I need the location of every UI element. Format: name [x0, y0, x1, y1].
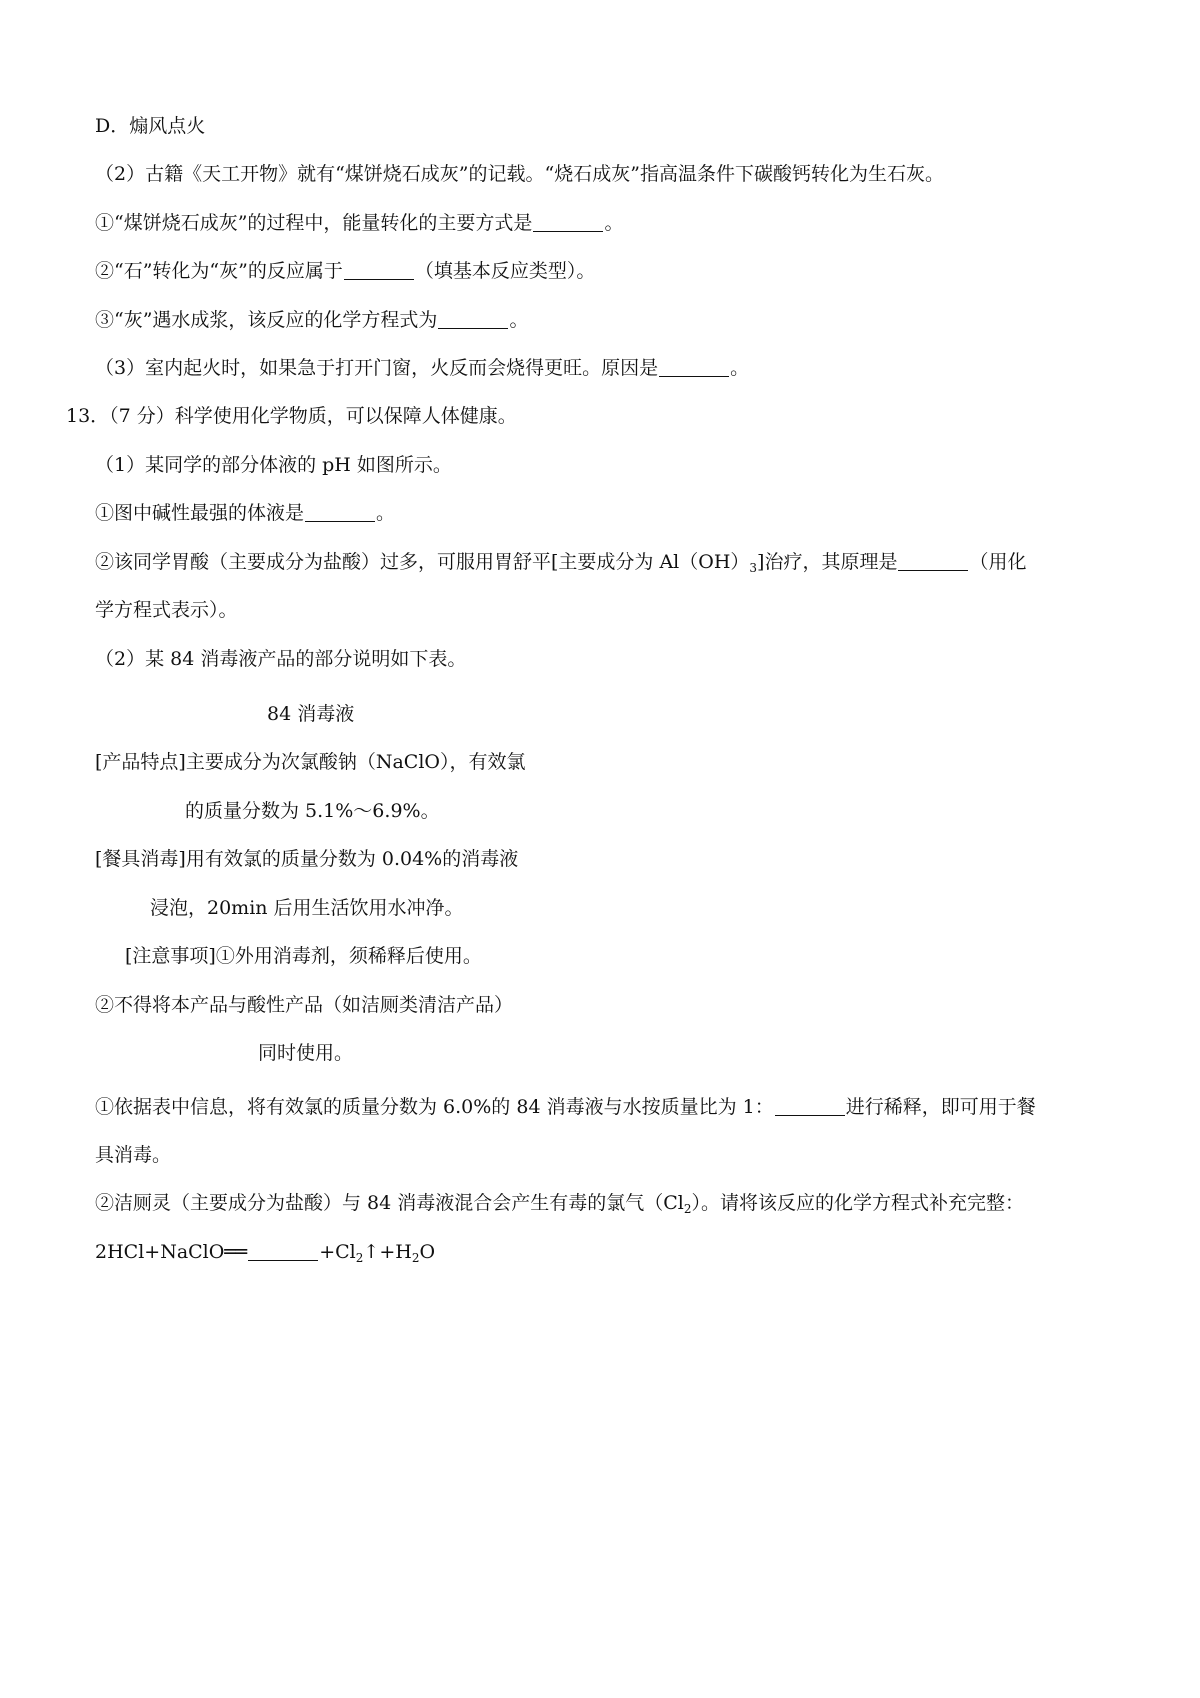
answer-blank[interactable] [898, 552, 968, 571]
table-line: 的质量分数为 5.1%～6.9%。 [185, 800, 440, 822]
table-line: 浸泡，20min 后用生活饮用水冲净。 [150, 897, 464, 919]
q13-part1-b-cont: 学方程式表示）。 [95, 599, 238, 621]
table-line: [注意事项]①外用消毒剂，须稀释后使用。 [125, 945, 482, 967]
q13-part2-a [95, 1094, 1036, 1120]
q13-part1-b [95, 549, 1026, 575]
q13-part1-a-end: 。 [376, 502, 396, 524]
q12-part2-a [95, 210, 623, 236]
equation-part: O [419, 1241, 436, 1263]
answer-blank[interactable] [438, 310, 508, 329]
table-line: ②不得将本产品与酸性产品（如洁厕类清洁产品） [95, 994, 514, 1016]
q13-part2-b [95, 1190, 1024, 1216]
answer-blank[interactable] [775, 1097, 845, 1116]
q13-part2-a-cont: 具消毒。 [95, 1144, 172, 1166]
q13-part2-a-end: 进行稀释，即可用于餐 [845, 1096, 1036, 1118]
q12-part2-c [95, 307, 528, 333]
q12-part2-intro: （2）古籍《天工开物》就有“煤饼烧石成灰”的记载。“烧石成灰”指高温条件下碳酸钙转化为生石灰。 [95, 163, 944, 185]
q12-part2-b-end: （填基本反应类型）。 [414, 260, 596, 282]
option-d: D．煽风点火 [95, 115, 206, 137]
q12-part3 [95, 355, 749, 381]
q12-part2-a-end: 。 [604, 212, 624, 234]
answer-blank[interactable] [305, 503, 375, 522]
q12-part3-text: （3）室内起火时，如果急于打开门窗，火反而会烧得更旺。原因是 [95, 357, 659, 379]
subscript: 2 [411, 1251, 420, 1265]
equation-left: 2HCl+NaClO══ [95, 1241, 248, 1263]
table-line: [餐具消毒]用有效氯的质量分数为 0.04%的消毒液 [95, 848, 519, 870]
q13-part2-intro: （2）某 84 消毒液产品的部分说明如下表。 [95, 648, 467, 670]
q13-part1-b-text: ②该同学胃酸（主要成分为盐酸）过多，可服用胃舒平[主要成分为 Al（OH） [95, 551, 750, 573]
q13-part2-b-text: ②洁厕灵（主要成分为盐酸）与 84 消毒液混合会产生有毒的氯气（Cl [95, 1192, 684, 1214]
subscript: 2 [355, 1251, 364, 1265]
table-line: 同时使用。 [258, 1042, 354, 1064]
answer-blank[interactable] [248, 1242, 318, 1261]
q13-title: 13．（7 分）科学使用化学物质，可以保障人体健康。 [66, 405, 517, 427]
subscript: 2 [683, 1202, 692, 1216]
q12-part2-b [95, 258, 595, 284]
equation-part: ↑+H [363, 1241, 412, 1263]
q13-part1-b-end: （用化 [969, 551, 1027, 573]
q12-part2-c-end: 。 [509, 309, 529, 331]
q12-part2-a-text: ①“煤饼烧石成灰”的过程中，能量转化的主要方式是 [95, 212, 533, 234]
answer-blank[interactable] [344, 261, 414, 280]
q13-part1-a [95, 500, 395, 526]
q13-part1-a-text: ①图中碱性最强的体液是 [95, 502, 305, 524]
q12-part2-b-text: ②“石”转化为“灰”的反应属于 [95, 260, 343, 282]
chemical-equation [95, 1239, 435, 1265]
q12-part3-end: 。 [730, 357, 750, 379]
q13-part1-intro: （1）某同学的部分体液的 pH 如图所示。 [95, 454, 452, 476]
q13-part2-b-end: ）。请将该反应的化学方程式补充完整： [691, 1192, 1025, 1214]
q13-part1-b-mid: ]治疗，其原理是 [757, 551, 898, 573]
table-line: [产品特点]主要成分为次氯酸钠（NaClO），有效氯 [95, 751, 526, 773]
answer-blank[interactable] [659, 358, 729, 377]
table-title: 84 消毒液 [267, 703, 355, 725]
subscript: 3 [749, 561, 758, 575]
equation-part: +Cl [319, 1241, 356, 1263]
answer-blank[interactable] [533, 213, 603, 232]
q12-part2-c-text: ③“灰”遇水成浆，该反应的化学方程式为 [95, 309, 438, 331]
q13-part2-a-text: ①依据表中信息，将有效氯的质量分数为 6.0%的 84 消毒液与水按质量比为 1： [95, 1096, 774, 1118]
